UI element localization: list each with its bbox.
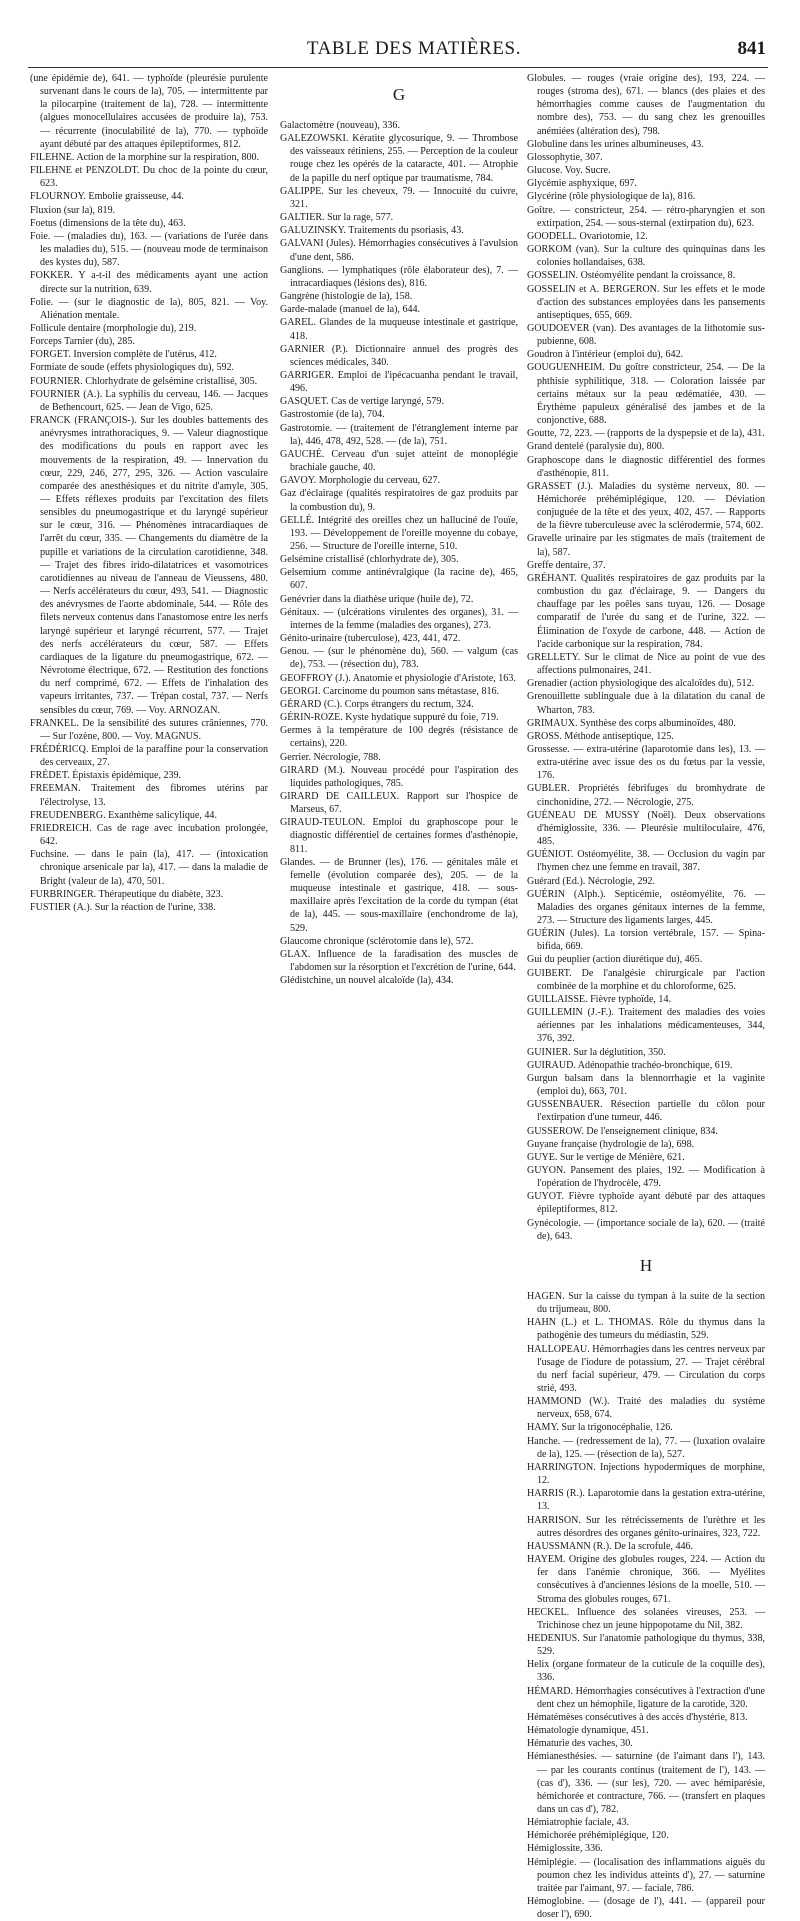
index-entry: GUSSEROW. De l'enseignement clinique, 834. bbox=[527, 1125, 718, 1137]
index-entry: GUÉNEAU DE MUSSY (Noël). Deux observations d'hémiglossite, 336. — Pleurésie multiloculaire, 476, 485. bbox=[527, 809, 765, 848]
index-entry: GALEZOWSKI. Kératite glycosurique, 9. — Thrombose des vaisseaux rétiniens, 255. — Perception de la couleur rouge chez les opérés de la cataracte, 401. — Atrophie de la papille du nerf optique par traumatisme, 784. bbox=[280, 133, 518, 184]
index-entry: GUBLER. Propriétés fébrifuges du bromhydrate de cinchonidine, 272. — Nécrologie, 275. bbox=[527, 783, 765, 808]
index-entry: FRÉDET. Épistaxis épidémique, 239. bbox=[30, 770, 182, 782]
index-entry: Garde-malade (manuel de la), 644. bbox=[280, 304, 421, 316]
index-entry: Glaucome chronique (sclérotomie dans le), 572. bbox=[280, 935, 474, 947]
index-entry: Guérard (Ed.). Nécrologie, 292. bbox=[527, 875, 656, 887]
index-entry: GUYON. Pansement des plaies, 192. — Modification à l'opération de l'hydrocèle, 479. bbox=[527, 1164, 765, 1190]
index-entry: Gastrostomie (de la), 704. bbox=[280, 409, 385, 421]
index-entry: GUILLEMIN (J.-F.). Traitement des maladies des voies aériennes par les inhalations médicamenteuses, 344, 376, 392. bbox=[527, 1007, 765, 1045]
index-entry: Grand dentelé (paralysie du), 800. bbox=[527, 441, 665, 453]
index-entry: Génito-urinaire (tuberculose), 423, 441, 472. bbox=[280, 633, 461, 645]
index-entry: Foie. — (maladies du), 163. — (variations de l'urée dans les maladies du), 515. — (nouveau mode de terminaison des kystes du), 587. bbox=[30, 230, 268, 269]
index-entry: FRANKEL. De la sensibilité des sutures crâniennes, 770. — Sur l'ozène, 800. — Voy. MAGNUS. bbox=[30, 717, 268, 742]
index-entry: Gangrène (histologie de la), 158. bbox=[280, 291, 413, 303]
index-entry: GUIRAUD. Adénopathie trachéo-bronchique, 619. bbox=[527, 1059, 733, 1071]
index-entry: FLOURNOY. Embolie graisseuse, 44. bbox=[30, 191, 184, 203]
index-entry: FRANCK (FRANÇOIS-). Sur les doubles battements des anévrysmes intrathoraciques, 9. — Valeur diagnostique des modifications du pouls en rapport avec les mouvements de la respiration, 49. — Innervation du cœur, 229, 246, 277, 295, 326. — Action vasculaire comparée des anesthésiques et du nitrite d'amyle, 305. — Effets réflexes produits par l'excitation des filets sensibles du pneumogastrique et du laryngé supérieur sur le cœur, 316. — Phénomènes intracardiaques de l'arrêt du cœur, 335. — Changements du diamètre de la pupille et variations de la circulation carotidienne, 348. — Trajet des fibres irido-dilatatrices et vasomotrices carotidiennes au niveau de l'anneau de Vieussens, 480. — Nerfs accélérateurs du cœur, 493, 541. — Diagnostic des anévrysmes de l'aorte abdominale, 544. — Rôle des filets nerveux contenus dans l'anastomose entre les nerfs laryngé supérieur et laryngé récurrent, 577. — Trajet des nerfs accélérateurs du cœur, 587. — Effets cardiaques de la ligature du pneumogastrique, 672. — Névrotome électrique, 672. — Restitution des fonctions du nerf comprimé, 672. — Effets de l'inhalation des vapeurs irritantes, 737. — Trépan costal, 737. — Nerfs sensibles du cœur, 769. — Voy. ARNOZAN. bbox=[30, 415, 268, 716]
index-entry: GELLÉ. Intégrité des oreilles chez un halluciné de l'ouïe, 193. — Développement de l'oreille moyenne du cobaye, 256. — Structure de l'oreille interne, 510. bbox=[280, 514, 518, 552]
index-entry: Gynécologie. — (importance sociale de la), 620. — (traité de), 643. bbox=[527, 1217, 765, 1242]
index-entry: GALVANI (Jules). Hémorrhagies consécutives à l'avulsion d'une dent, 586. bbox=[280, 238, 518, 263]
index-entry: Hématémèses consécutives à des accès d'hystérie, 813. bbox=[527, 1711, 748, 1723]
index-entry: GOODELL. Ovariotomie, 12. bbox=[527, 230, 648, 242]
index-entry: Helix (organe formateur de la cuticule de la coquille des), 336. bbox=[527, 1659, 765, 1684]
index-entry: FOKKER. Y a-t-il des médicaments ayant une action directe sur la nutrition, 639. bbox=[30, 270, 268, 295]
index-entry: (une épidémie de), 641. — typhoïde (pleurésie purulente survenant dans le cours de la), 705. — intermittente par la pilocarpine (traitement de la), 728. — intermittente (algues monocellulaires accusées de produire la), 753. — récurrente (inoculabilité de la), 770. — typhoïde ayant débuté par des attaques épileptiformes, 812. bbox=[30, 73, 268, 150]
index-entry: GAUCHÉ. Cerveau d'un sujet atteint de monoplégie brachiale gauche, 40. bbox=[280, 448, 518, 474]
index-entry: Grenouillette sublinguale due à la dilatation du canal de Wharton, 783. bbox=[527, 691, 765, 716]
index-entry: Fuchsine. — dans le pain (la), 417. — (intoxication chronique arsenicale par la), 417. — dans la maladie de Bright (valeur de la), 470, 501. bbox=[30, 849, 268, 887]
index-entry: GOUDOEVER (van). Des avantages de la lithotomie sus-pubienne, 608. bbox=[527, 322, 765, 348]
index-entry: Hanche. — (redressement de la), 77. — (luxation ovalaire de la), 125. — (résection de la), 527. bbox=[527, 1435, 765, 1460]
index-entry: Hémiglossite, 336. bbox=[527, 1843, 603, 1855]
index-entry: GORKOM (van). Sur la culture des quinquinas dans les colonies hollandaises, 638. bbox=[527, 244, 765, 269]
index-entry: GUIBERT. De l'analgésie chirurgicale par l'action combinée de la morphine et du chloroforme, 625. bbox=[527, 967, 765, 992]
header-rule bbox=[28, 67, 768, 68]
index-entry: GIRARD DE CAILLEUX. Rapport sur l'hospice de Marseus, 67. bbox=[280, 790, 518, 816]
index-entry: GUÉNIOT. Ostéomyélite, 38. — Occlusion du vagin par l'hymen chez une femme en travail, 387. bbox=[527, 849, 765, 874]
index-entry: FILEHNE. Action de la morphine sur la respiration, 800. bbox=[30, 151, 260, 163]
index-entry: FUSTIER (A.). Sur la réaction de l'urine, 338. bbox=[30, 901, 216, 913]
index-entry: HAHN (L.) et L. THOMAS. Rôle du thymus dans la pathogénie des tumeurs du médiastin, 529. bbox=[527, 1317, 765, 1342]
index-entry: GRÉHANT. Qualités respiratoires de gaz produits par la combustion du gaz d'éclairage, 9. — Dangers du chauffage par les poêles sans tuyau, 126. — Dosage comparatif de l'urée du sang et de l'urine, 322. — Élimination de l'oxyde de carbone, 448. — Action de l'acide carbonique sur la respiration, 784. bbox=[527, 572, 765, 650]
index-entry: Glédistchine, un nouvel alcaloïde (la), 434. bbox=[280, 975, 454, 987]
index-entry: Gerrier. Nécrologie, 788. bbox=[280, 751, 381, 763]
index-entry: HAGEN. Sur la caisse du tympan à la suite de la section du trijumeau, 800. bbox=[527, 1290, 765, 1316]
index-entry: GUÉRIN (Alph.). Septicémie, ostéomyélite, 76. — Maladies des organes génitaux internes de la femme, 273. — Structure des ligaments larges, 445. bbox=[527, 888, 765, 926]
index-entry: HARRINGTON. Injections hypodermiques de morphine, 12. bbox=[527, 1461, 765, 1487]
index-entry: HAYEM. Origine des globules rouges, 224. — Action du fer dans l'anémie chronique, 366. — Myélites consécutives à d'anciennes lésions de la moelle, 510. — Stroma des globules rouges, 671. bbox=[527, 1554, 765, 1605]
index-entry: GIRAUD-TEULON. Emploi du graphoscope pour le diagnostic différentiel de certaines formes d'asthénopie, 811. bbox=[280, 817, 518, 855]
index-entry: GUILLAISSE. Fièvre typhoïde, 14. bbox=[527, 993, 671, 1005]
index-entry: Grossesse. — extra-utérine (laparotomie dans les), 13. — extra-utérine avec issue des os du fœtus par la vessie, 176. bbox=[527, 743, 765, 782]
index-entry: Hémiplégie. — (localisation des inflammations aiguës du poumon chez les individus atteints d'), 27. — saturnine traitée par l'aimant, 97. — faciale, 786. bbox=[527, 1856, 765, 1894]
index-entry: Fluxion (sur la), 819. bbox=[30, 204, 116, 216]
index-entry: Greffe dentaire, 37. bbox=[527, 559, 606, 571]
index-entry: Gelsemium comme antinévralgique (la racine de), 465, 607. bbox=[280, 567, 518, 592]
index-entry: Globuline dans les urines albumineuses, 43. bbox=[527, 138, 704, 150]
index-entry: Formiate de soude (effets physiologiques du), 592. bbox=[30, 362, 235, 374]
index-entry: Goudron à l'intérieur (emploi du), 642. bbox=[527, 349, 684, 361]
index-entry: Globules. — rouges (vraie origine des), 193, 224. — rouges (stroma des), 671. — blancs (des plaies et des hémorrhagies comme causes de l'augmentation du nombre des), 753. — du sang chez les grenouilles anémiées (altération des), 798. bbox=[527, 73, 765, 137]
index-entry: FRÉDÉRICQ. Emploi de la paraffine pour la conservation des cerveaux, 27. bbox=[30, 743, 268, 769]
index-entry: Génitaux. — (ulcérations virulentes des organes), 31. — internes de la femme (maladies des organes), 273. bbox=[280, 606, 518, 631]
index-entry: Gui du peuplier (action diurétique du), 465. bbox=[527, 954, 703, 966]
index-entry: GUYE. Sur le vertige de Ménière, 621. bbox=[527, 1151, 685, 1163]
index-entry: FREEMAN. Traitement des fibromes utérins par l'électrolyse, 13. bbox=[30, 783, 268, 808]
index-entry: FORGET. Inversion complète de l'utérus, 412. bbox=[30, 349, 217, 361]
index-entry: Hématologie dynamique, 451. bbox=[527, 1725, 649, 1737]
index-entry: Forceps Tarnier (du), 285. bbox=[30, 336, 135, 348]
index-entry: Gastrotomie. — (traitement de l'étranglement interne par la), 446, 478, 492, 528. — (de la), 751. bbox=[280, 422, 518, 447]
index-entry: Glossophytie, 307. bbox=[527, 151, 603, 163]
index-entry: GEOFFROY (J.). Anatomie et physiologie d'Aristote, 163. bbox=[280, 672, 516, 684]
index-entry: Galactomètre (nouveau), 336. bbox=[280, 120, 400, 131]
index-entry: GALUZINSKY. Traitements du psoriasis, 43. bbox=[280, 225, 464, 237]
index-entry: Germes à la température de 100 degrés (résistance de certains), 220. bbox=[280, 725, 518, 750]
index-column-2 bbox=[280, 72, 518, 987]
index-entry: GLAX. Influence de la faradisation des muscles de l'abdomen sur la résorption et l'excrétion de l'urine, 644. bbox=[280, 948, 518, 973]
page-header bbox=[28, 38, 800, 64]
index-entry: Follicule dentaire (morphologie du), 219. bbox=[30, 322, 197, 334]
index-entry: Glandes. — de Brunner (les), 176. — génitales mâle et femelle (évolution comparée des), 205. — de la muqueuse intestinale et gastrique, 418. — sous-maxillaire après l'excitation de la corde du tympan (état de la), 445. — sous-maxillaire (enchondrome de la), 529. bbox=[280, 856, 518, 934]
page-number: 841 bbox=[737, 38, 766, 59]
index-entry: HARRIS (R.). Laparotomie dans la gestation extra-utérine, 13. bbox=[527, 1488, 765, 1513]
index-entry: Hémichorée préhémiplégique, 120. bbox=[527, 1830, 669, 1842]
index-entry: GUÉRIN (Jules). La torsion vertébrale, 157. — Spina-bifida, 669. bbox=[527, 928, 765, 953]
index-entry: HAMY. Sur la trigonocéphalie, 126. bbox=[527, 1422, 673, 1434]
index-entry: Hémoglobine. — (dosage de l'), 441. — (appareil pour doser l'), 690. bbox=[527, 1896, 765, 1921]
index-entry: GALIPPE. Sur les cheveux, 79. — Innocuité du cuivre, 321. bbox=[280, 185, 518, 210]
index-entry: Gaz d'éclairage (qualités respiratoires de gaz produits par la combustion du), 9. bbox=[280, 488, 518, 513]
index-column-3 bbox=[527, 72, 765, 1921]
index-entry: GÉRIN-ROZE. Kyste hydatique suppuré du foie, 719. bbox=[280, 712, 499, 724]
index-entry: GÉRARD (C.). Corps étrangers du rectum, 324. bbox=[280, 698, 474, 710]
index-entry: GASQUET. Cas de vertige laryngé, 579. bbox=[280, 396, 444, 408]
index-entry: GRIMAUX. Synthèse des corps albuminoïdes, 480. bbox=[527, 717, 736, 729]
index-entry: FOURNIER (A.). La syphilis du cerveau, 146. — Jacques de Bethencourt, 625. — Jean de Vigo, 625. bbox=[30, 388, 268, 413]
index-entry: HÉMARD. Hémorrhagies consécutives à l'extraction d'une dent chez un hémophile, ligature de la carotide, 320. bbox=[527, 1685, 765, 1710]
index-entry: Gravelle urinaire par les stigmates de maïs (traitement de la), 587. bbox=[527, 533, 765, 558]
index-entry: Goître. — constricteur, 254. — rétro-pharyngien et son extirpation, 254. — sous-sternal (extirpation du), 623. bbox=[527, 204, 765, 229]
index-entry: GUYOT. Fièvre typhoïde ayant débuté par des attaques épileptiformes, 812. bbox=[527, 1191, 765, 1216]
index-entry: Gurgun balsam dans la blennorrhagie et la vaginite (emploi du), 663, 701. bbox=[527, 1072, 765, 1098]
index-entry: Ganglions. — lymphatiques (rôle élaborateur des), 7. — intracardiaques (lésions des), 816. bbox=[280, 264, 518, 289]
index-entry: GARNIER (P.). Dictionnaire annuel des progrès des sciences médicales, 340. bbox=[280, 343, 518, 368]
index-entry: Glycémie asphyxique, 697. bbox=[527, 178, 637, 190]
index-entry: GRELLETY. Sur le climat de Nice au point de vue des affections pulmonaires, 241. bbox=[527, 651, 765, 677]
index-entry: FURBRINGER. Thérapeutique du diabète, 323. bbox=[30, 888, 224, 900]
index-entry: HAUSSMANN (R.). De la scrofule, 446. bbox=[527, 1540, 694, 1552]
index-entry: Glycérine (rôle physiologique de la), 816. bbox=[527, 191, 696, 203]
index-entry: GARRIGER. Emploi de l'ipécacuanha pendant le travail, 496. bbox=[280, 369, 518, 395]
index-entry: Grenadier (action physiologique des alcaloïdes du), 512. bbox=[527, 678, 755, 690]
index-entry: Genou. — (sur le phénomène du), 560. — valgum (cas de), 753. — (résection du), 783. bbox=[280, 646, 518, 671]
index-entry: Foetus (dimensions de la tête du), 463. bbox=[30, 217, 186, 229]
index-entry: GRASSET (J.). Maladies du système nerveux, 80. — Hémichorée préhémiplégique, 120. — Déviation conjuguée de la tête et des yeux, 402, 457. — Rapports de la fièvre tuberculeuse avec la sclérodermie, 574, 602. bbox=[527, 480, 765, 532]
index-entry: GAVOY. Morphologie du cerveau, 627. bbox=[280, 475, 441, 487]
index-entry: Genévrier dans la diathèse urique (huile de), 72. bbox=[280, 593, 474, 605]
index-entry: Gelsémine cristallisé (chlorhydrate de), 305. bbox=[280, 554, 459, 566]
index-entry: FREUDENBERG. Exanthème salicylique, 44. bbox=[30, 809, 217, 821]
index-entry: Guyane française (hydrologie de la), 698. bbox=[527, 1138, 695, 1150]
index-column-1 bbox=[30, 72, 268, 914]
page-title: TABLE DES MATIÈRES. bbox=[306, 38, 522, 59]
index-entry: HALLOPEAU. Hémorrhagies dans les centres nerveux par l'usage de l'iodure de potassium, 27. — Trajet cérébral du nerf facial supérieur, 479. — Circulation du corps strié, 493. bbox=[527, 1343, 765, 1394]
index-entry: GROSS. Méthode antiseptique, 125. bbox=[527, 730, 674, 742]
index-entry: Folie. — (sur le diagnostic de la), 805, 821. — Voy. Aliénation mentale. bbox=[30, 296, 268, 321]
index-entry: GALTIER. Sur la rage, 577. bbox=[280, 212, 394, 224]
index-entry: GOSSELIN et A. BERGERON. Sur les effets et le mode d'action des substances employées dans les pansements antiseptiques, 655, 669. bbox=[527, 283, 765, 321]
index-entry: Graphoscope dans le diagnostic différentiel des formes d'asthénopie, 811. bbox=[527, 454, 765, 479]
index-entry: HAMMOND (W.). Traité des maladies du système nerveux, 658, 674. bbox=[527, 1396, 765, 1421]
index-entry: GEORGI. Carcinome du poumon sans métastase, 816. bbox=[280, 685, 500, 697]
index-entry: GAREL. Glandes de la muqueuse intestinale et gastrique, 418. bbox=[280, 317, 518, 342]
index-entry: HECKEL. Influence des solanées vireuses, 253. — Trichinose chez un jeune hippopotame du Nil, 382. bbox=[527, 1606, 765, 1631]
index-entry: GIRARD (M.). Nouveau procédé pour l'aspiration des liquides pathologiques, 785. bbox=[280, 764, 518, 789]
index-entry: Goutte, 72, 223. — (rapports de la dyspepsie et de la), 431. bbox=[527, 428, 765, 440]
section-letter: H bbox=[639, 1255, 653, 1275]
index-entry: Hémiatrophie faciale, 43. bbox=[527, 1817, 630, 1829]
index-entry: GUSSENBAUER. Résection partielle du côlon pour l'extirpation d'une tumeur, 446. bbox=[527, 1099, 765, 1124]
index-entry: GUINIER. Sur la déglutition, 350. bbox=[527, 1046, 666, 1058]
index-entry: Hémianesthésies. — saturnine (de l'aimant dans l'), 143. — par les courants continus (traitement de l'), 143. — (cas d'), 336. — (sur les), 720. — avec hémiparésie, hémichorée et contracture, 766. — (transfert en plaques dans un cas d'), 782. bbox=[527, 1751, 765, 1815]
index-entry: GOUGUENHEIM. Du goître constricteur, 254. — De la phthisie syphilitique, 318. — Coloration laissée par certains métaux sur la peau œdématiée, 430. — Érythème papuleux généralisé des jambes et de la conjonctive, 688. bbox=[527, 362, 765, 427]
index-entry: Glucose. Voy. Sucre. bbox=[527, 165, 611, 177]
section-letter: G bbox=[392, 85, 406, 104]
index-entry: HARRISON. Sur les rétrécissements de l'urèthre et les autres désordres des organes génito-urinaires, 323, 722. bbox=[527, 1514, 765, 1539]
index-entry: FILEHNE et PENZOLDT. Du choc de la pointe du cœur, 623. bbox=[30, 165, 268, 190]
index-entry: FRIEDREICH. Cas de rage avec incubation prolongée, 642. bbox=[30, 822, 268, 848]
index-entry: Hématurie des vaches, 30. bbox=[527, 1738, 633, 1750]
index-entry: FOURNIER. Chlorhydrate de gelsémine cristallisé, 305. bbox=[30, 375, 258, 387]
index-entry: GOSSELIN. Ostéomyélite pendant la croissance, 8. bbox=[527, 270, 736, 282]
index-entry: HEDENIUS. Sur l'anatomie pathologique du thymus, 338, 529. bbox=[527, 1632, 765, 1658]
